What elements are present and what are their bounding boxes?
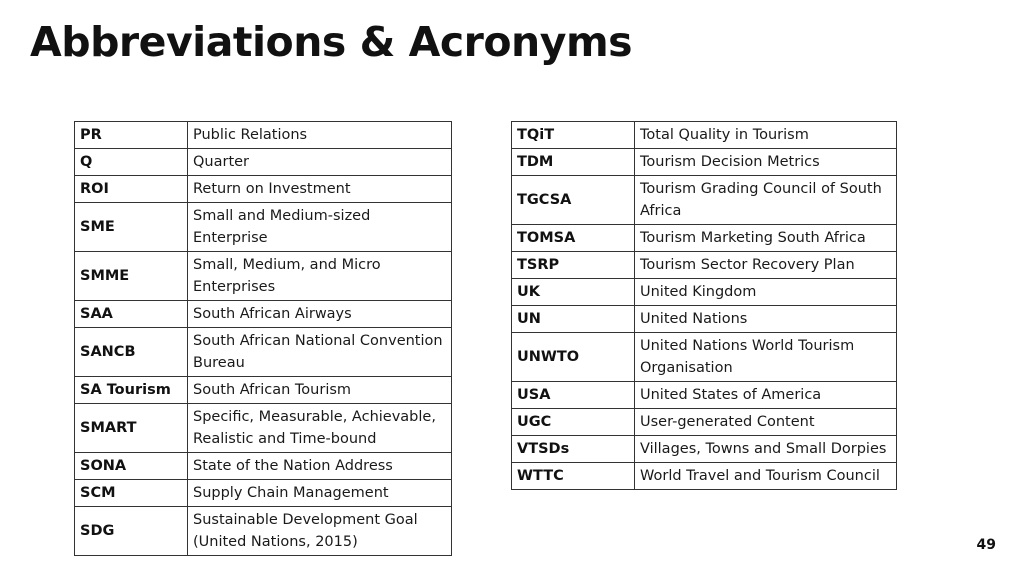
abbreviation-term: Q xyxy=(75,149,188,176)
abbreviation-definition: Small and Medium-sized Enterprise xyxy=(188,203,452,252)
table-row xyxy=(512,176,897,225)
table-row xyxy=(75,404,452,453)
table-row xyxy=(75,149,452,176)
abbreviation-definition: World Travel and Tourism Council xyxy=(635,463,897,490)
abbreviation-definition: United Nations xyxy=(635,306,897,333)
abbreviation-term: SANCB xyxy=(75,328,188,377)
table-row xyxy=(512,306,897,333)
abbreviation-definition: South African Airways xyxy=(188,301,452,328)
abbreviation-definition: Return on Investment xyxy=(188,176,452,203)
table-row xyxy=(75,480,452,507)
abbreviation-term: VTSDs xyxy=(512,436,635,463)
abbreviation-definition: Sustainable Development Goal (United Nations, 2015) xyxy=(188,507,452,556)
abbreviation-term: TSRP xyxy=(512,252,635,279)
table-row xyxy=(512,382,897,409)
abbreviation-term: TOMSA xyxy=(512,225,635,252)
abbreviation-definition: South African Tourism xyxy=(188,377,452,404)
abbreviation-term: UN xyxy=(512,306,635,333)
abbreviation-term: TQiT xyxy=(512,122,635,149)
abbreviation-definition: Tourism Grading Council of South Africa xyxy=(635,176,897,225)
table-row xyxy=(75,328,452,377)
abbreviation-definition: Supply Chain Management xyxy=(188,480,452,507)
table-row xyxy=(75,252,452,301)
abbreviation-definition: Specific, Measurable, Achievable, Realistic and Time-bound xyxy=(188,404,452,453)
abbreviation-definition: User-generated Content xyxy=(635,409,897,436)
abbreviation-definition: Villages, Towns and Small Dorpies xyxy=(635,436,897,463)
table-row xyxy=(512,463,897,490)
abbreviation-definition: United Kingdom xyxy=(635,279,897,306)
abbreviation-definition: Tourism Marketing South Africa xyxy=(635,225,897,252)
table-row xyxy=(75,176,452,203)
abbreviation-term: UGC xyxy=(512,409,635,436)
table-row xyxy=(512,279,897,306)
abbreviation-definition: United Nations World Tourism Organisation xyxy=(635,333,897,382)
abbreviation-term: SME xyxy=(75,203,188,252)
abbreviation-definition: Small, Medium, and Micro Enterprises xyxy=(188,252,452,301)
abbreviation-term: PR xyxy=(75,122,188,149)
abbreviation-definition: South African National Convention Bureau xyxy=(188,328,452,377)
table-row xyxy=(512,409,897,436)
table-row xyxy=(75,203,452,252)
abbreviations-table-right xyxy=(511,121,897,490)
table-row xyxy=(75,301,452,328)
abbreviation-definition: United States of America xyxy=(635,382,897,409)
table-row xyxy=(75,453,452,480)
table-row xyxy=(75,122,452,149)
table-row xyxy=(512,333,897,382)
table-row xyxy=(75,507,452,556)
abbreviation-definition: State of the Nation Address xyxy=(188,453,452,480)
abbreviation-term: SA Tourism xyxy=(75,377,188,404)
abbreviation-term: SONA xyxy=(75,453,188,480)
abbreviation-term: ROI xyxy=(75,176,188,203)
abbreviation-definition: Quarter xyxy=(188,149,452,176)
abbreviation-term: SDG xyxy=(75,507,188,556)
table-row xyxy=(512,252,897,279)
page-number: 49 xyxy=(976,537,996,553)
abbreviation-term: TGCSA xyxy=(512,176,635,225)
abbreviation-term: WTTC xyxy=(512,463,635,490)
abbreviation-definition: Total Quality in Tourism xyxy=(635,122,897,149)
table-row xyxy=(512,149,897,176)
abbreviation-definition: Tourism Sector Recovery Plan xyxy=(635,252,897,279)
abbreviation-term: SCM xyxy=(75,480,188,507)
abbreviation-term: SMME xyxy=(75,252,188,301)
table-row xyxy=(75,377,452,404)
abbreviation-term: USA xyxy=(512,382,635,409)
table-row xyxy=(512,436,897,463)
table-row xyxy=(512,122,897,149)
abbreviation-term: SMART xyxy=(75,404,188,453)
abbreviation-term: TDM xyxy=(512,149,635,176)
abbreviation-term: SAA xyxy=(75,301,188,328)
table-row xyxy=(512,225,897,252)
abbreviation-definition: Public Relations xyxy=(188,122,452,149)
abbreviations-table-left xyxy=(74,121,452,556)
abbreviation-term: UK xyxy=(512,279,635,306)
abbreviation-definition: Tourism Decision Metrics xyxy=(635,149,897,176)
abbreviation-term: UNWTO xyxy=(512,333,635,382)
page-title: Abbreviations & Acronyms xyxy=(30,18,633,66)
